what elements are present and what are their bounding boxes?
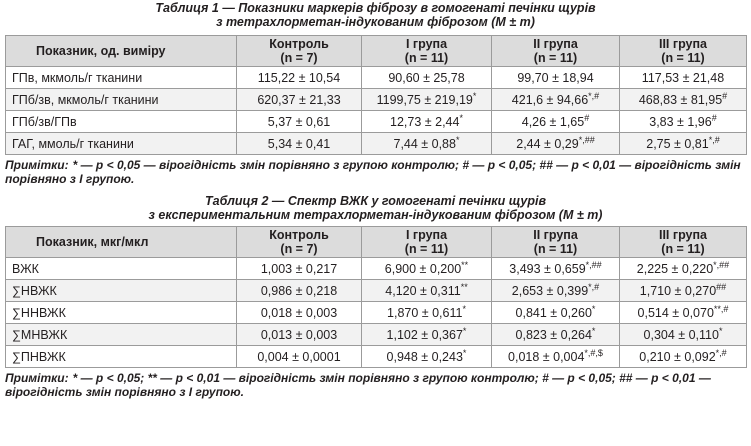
table-cell: ∑МНВЖК xyxy=(6,324,237,346)
table-cell: 3,83 ± 1,96# xyxy=(620,111,747,133)
significance-marker: # xyxy=(711,113,717,124)
table-cell: 0,018 ± 0,004*,#,$ xyxy=(492,346,620,368)
table2-header-row xyxy=(6,227,747,258)
table-cell: ГАГ, ммоль/г тканини xyxy=(6,133,237,155)
table-cell: 12,73 ± 2,44* xyxy=(362,111,492,133)
table-row xyxy=(6,324,747,346)
table1-note-label: Примітки: xyxy=(5,158,69,172)
significance-marker: # xyxy=(722,91,728,102)
table-cell: 0,018 ± 0,003 xyxy=(237,302,362,324)
significance-marker: *,#,$ xyxy=(584,348,603,359)
table-cell: 0,013 ± 0,003 xyxy=(237,324,362,346)
significance-marker: # xyxy=(584,113,590,124)
table-cell: 1,102 ± 0,367* xyxy=(362,324,492,346)
significance-marker: * xyxy=(459,113,463,124)
significance-marker: *,## xyxy=(578,135,595,146)
table1-header-group1: I група (n = 11) xyxy=(362,36,492,67)
table-cell: 0,004 ± 0,0001 xyxy=(237,346,362,368)
table-cell: 90,60 ± 25,78 xyxy=(362,67,492,89)
table2-note-label: Примітки: xyxy=(5,371,69,385)
table-cell: 0,304 ± 0,110* xyxy=(620,324,747,346)
table-cell: 2,653 ± 0,399*,# xyxy=(492,280,620,302)
table-cell: 115,22 ± 10,54 xyxy=(237,67,362,89)
significance-marker: *,## xyxy=(713,260,730,271)
table-cell: 6,900 ± 0,200** xyxy=(362,258,492,280)
table1-caption-line1: Таблиця 1 — Показники маркерів фіброзу в гомогенаті печінки щурів xyxy=(155,1,596,15)
table-row xyxy=(6,111,747,133)
table-cell: 0,986 ± 0,218 xyxy=(237,280,362,302)
table2-note xyxy=(0,371,751,399)
table-cell: ∑НВЖК xyxy=(6,280,237,302)
significance-marker: ## xyxy=(716,282,727,293)
table2-header-control: Контроль (n = 7) xyxy=(237,227,362,258)
table-cell: ВЖК xyxy=(6,258,237,280)
significance-marker: * xyxy=(718,326,723,337)
table2-header-group3: III група (n = 11) xyxy=(620,227,747,258)
table-row xyxy=(6,280,747,302)
table-cell: 5,37 ± 0,61 xyxy=(237,111,362,133)
table1-header-control: Контроль (n = 7) xyxy=(237,36,362,67)
table-cell: 0,841 ± 0,260* xyxy=(492,302,620,324)
table1 xyxy=(5,35,747,155)
table1-caption-line2: з тетрахлорметан-індукованим фіброзом (M ± m) xyxy=(216,15,535,29)
table1-header-group2: II група (n = 11) xyxy=(492,36,620,67)
table-cell: 0,210 ± 0,092*,# xyxy=(620,346,747,368)
table-row xyxy=(6,133,747,155)
table2-header-group1: I група (n = 11) xyxy=(362,227,492,258)
table-cell: ГПв, мкмоль/г тканини xyxy=(6,67,237,89)
table-row xyxy=(6,346,747,368)
table2 xyxy=(5,226,747,368)
table-cell: 7,44 ± 0,88* xyxy=(362,133,492,155)
significance-marker: * xyxy=(462,348,467,359)
table2-caption xyxy=(0,194,751,222)
significance-marker: * xyxy=(472,91,477,102)
table2-header-group2: II група (n = 11) xyxy=(492,227,620,258)
table2-caption-line2: з експериментальним тетрахлорметан-індукованим фіброзом (M ± m) xyxy=(148,208,603,222)
table-cell: 0,823 ± 0,264* xyxy=(492,324,620,346)
table1-header-row xyxy=(6,36,747,67)
table-cell: 0,514 ± 0,070**,# xyxy=(620,302,747,324)
table1-header-group3: III група (n = 11) xyxy=(620,36,747,67)
significance-marker: ** xyxy=(461,260,469,271)
table2-header-indicator: Показник, мкг/мкл xyxy=(6,227,237,258)
table-cell: 620,37 ± 21,33 xyxy=(237,89,362,111)
table-cell: 1,710 ± 0,270## xyxy=(620,280,747,302)
table2-caption-line1: Таблиця 2 — Спектр ВЖК у гомогенаті печінки щурів xyxy=(204,194,547,208)
table-cell: 5,34 ± 0,41 xyxy=(237,133,362,155)
table-cell: 421,6 ± 94,66*,# xyxy=(492,89,620,111)
significance-marker: **,# xyxy=(713,304,729,315)
significance-marker: * xyxy=(591,304,596,315)
table-cell: 1,870 ± 0,611* xyxy=(362,302,492,324)
table-cell: 99,70 ± 18,94 xyxy=(492,67,620,89)
significance-marker: * xyxy=(462,326,467,337)
significance-marker: * xyxy=(591,326,596,337)
table-cell: 468,83 ± 81,95# xyxy=(620,89,747,111)
table-cell: ГПб/зв, мкмоль/г тканини xyxy=(6,89,237,111)
table-cell: 1,003 ± 0,217 xyxy=(237,258,362,280)
table2-note-text: * — p < 0,05; ** — p < 0,01 — вірогідність змін порівняно з групою контролю; # — p < 0,05; ## — p < 0,01 — вірогідність змін порівняно з I групою. xyxy=(5,371,711,399)
significance-marker: *,# xyxy=(588,91,600,102)
table-row xyxy=(6,89,747,111)
table-cell: 2,44 ± 0,29*,## xyxy=(492,133,620,155)
table-cell: 4,120 ± 0,311** xyxy=(362,280,492,302)
table-cell: ∑ННВЖК xyxy=(6,302,237,324)
significance-marker: *,# xyxy=(708,135,720,146)
table-cell: 2,225 ± 0,220*,## xyxy=(620,258,747,280)
table1-note xyxy=(0,158,751,186)
table-cell: 1199,75 ± 219,19* xyxy=(362,89,492,111)
table-cell: 3,493 ± 0,659*,## xyxy=(492,258,620,280)
table-row xyxy=(6,258,747,280)
table-row xyxy=(6,67,747,89)
table-cell: 2,75 ± 0,81*,# xyxy=(620,133,747,155)
significance-marker: * xyxy=(462,304,466,315)
table1-caption xyxy=(0,0,751,29)
table1-note-text: * — p < 0,05 — вірогідність змін порівняно з групою контролю; # — p < 0,05; ## — p < 0,01 — вірогідність змін порівняно з I групою. xyxy=(5,158,741,186)
table-cell: ГПб/зв/ГПв xyxy=(6,111,237,133)
significance-marker: ** xyxy=(460,282,468,293)
table-cell: ∑ПНВЖК xyxy=(6,346,237,368)
significance-marker: *,# xyxy=(715,348,727,359)
significance-marker: *,## xyxy=(585,260,602,271)
table-cell: 4,26 ± 1,65# xyxy=(492,111,620,133)
table1-header-indicator: Показник, од. виміру xyxy=(6,36,237,67)
table-cell: 117,53 ± 21,48 xyxy=(620,67,747,89)
table-cell: 0,948 ± 0,243* xyxy=(362,346,492,368)
significance-marker: *,# xyxy=(588,282,600,293)
table-row xyxy=(6,302,747,324)
significance-marker: * xyxy=(455,135,460,146)
